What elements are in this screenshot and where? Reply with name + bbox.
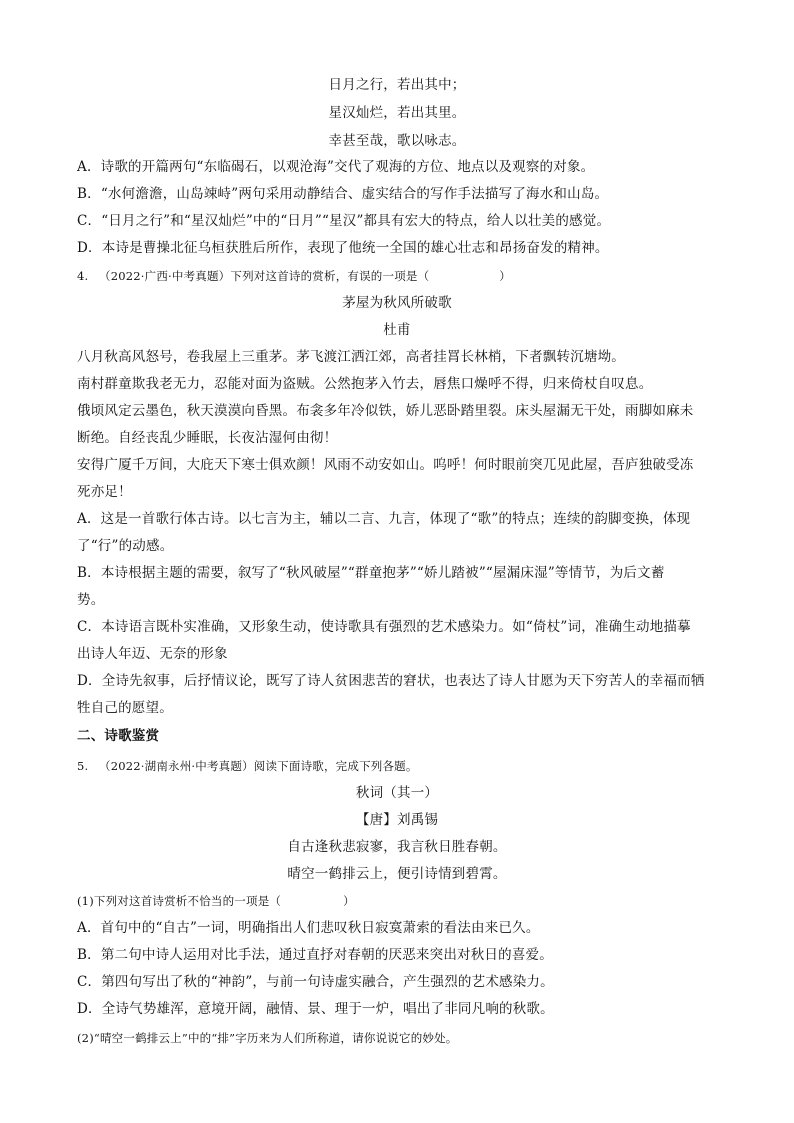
q5-option-b: B．第二句中诗人运用对比手法，通过直抒对春朝的厌恶来突出对秋日的喜爱。 xyxy=(77,947,553,963)
q4-option-c: C．本诗语言既朴实准确，又形象生动，使诗歌具有强烈的艺术感染力。如“倚杖”词，准确生动地描摹 xyxy=(77,619,691,635)
question-number: 5. xyxy=(77,759,89,773)
poem-line: 断绝。自经丧乱少睡眠，长夜沾湿何由彻！ xyxy=(77,430,338,446)
poem-line: 八月秋高风怒号，卷我屋上三重茅。茅飞渡江洒江郊，高者挂罥长林梢，下者飘转沉塘坳。 xyxy=(77,349,625,365)
poem-title: 秋词（其一） xyxy=(355,785,439,801)
section-heading: 二、诗歌鉴赏 xyxy=(77,728,160,744)
question-text: 阅读下面诗歌，完成下列各题。 xyxy=(253,759,418,773)
question-number: 4. xyxy=(77,269,89,283)
q3-option-d: D．本诗是曹操北征乌桓获胜后所作，表现了他统一全国的雄心壮志和昂扬奋发的精神。 xyxy=(77,240,609,256)
poem-line: 星汉灿烂，若出其里。 xyxy=(328,105,466,121)
question-text: 下列对这首诗的赏析，有误的一项是（ xyxy=(230,269,430,283)
q5-option-d: D．全诗气势雄浑，意境开阔，融情、景、理于一炉，唱出了非同凡响的秋歌。 xyxy=(77,1001,554,1017)
poem-author: 杜甫 xyxy=(383,322,411,338)
q4-option-a: A．这是一首歌行体古诗。以七言为主，辅以二言、九言，体现了“歌”的特点；连续的韵脚变换，体现 xyxy=(77,511,691,527)
poem-line: 晴空一鹤排云上，便引诗情到碧霄。 xyxy=(287,866,507,882)
poem-author: 刘禹锡 xyxy=(397,812,439,828)
question-text: (1)下列对这首诗赏析不恰当的一项是（ xyxy=(77,894,282,908)
poem-line: 自古逢秋悲寂寥，我言秋日胜春朝。 xyxy=(287,839,507,855)
q3-option-b: B．“水何澹澹，山岛竦峙”两句采用动静结合、虚实结合的写作手法描写了海水和山岛。 xyxy=(77,186,609,202)
poem-line: 幸甚至哉，歌以咏志。 xyxy=(328,133,466,149)
poem-line: 安得广厦千万间，大庇天下寒士俱欢颜！风雨不动安如山。呜呼！何时眼前突兀见此屋，吾庐独破受冻 xyxy=(77,457,694,473)
q5-option-c: C．第四句写出了秋的“神韵”，与前一句诗虚实融合，产生强烈的艺术感染力。 xyxy=(77,974,554,990)
poem-byline xyxy=(0,810,794,830)
poem-line: 日月之行，若出其中； xyxy=(328,77,466,93)
q4-option-b: B．本诗根据主题的需要，叙写了“秋风破屋”“群童抱茅”“娇儿踏被”“屋漏床湿”等情节，为后文蓄 xyxy=(77,565,665,581)
q5-sub1-stem xyxy=(77,891,717,911)
stem-end: ） xyxy=(343,894,355,908)
q4-option-d-cont: 牲自己的愿望。 xyxy=(77,700,173,716)
q5-stem xyxy=(77,756,717,776)
stem-end: ） xyxy=(499,269,511,283)
poem-line: 南村群童欺我老无力，忍能对面为盗贼。公然抱茅入竹去，唇焦口燥呼不得，归来倚杖自叹息。 xyxy=(77,376,653,392)
q4-option-b-cont: 势。 xyxy=(77,592,105,608)
question-source: （2022·广西·中考真题） xyxy=(99,269,231,283)
q4-option-d: D．全诗先叙事，后抒情议论，既写了诗人贫困悲苦的窘状，也表达了诗人甘愿为天下穷苦人的幸福而牺 xyxy=(77,673,705,689)
q4-stem xyxy=(77,266,717,286)
q3-option-a: A．诗歌的开篇两句“东临碣石，以观沧海”交代了观海的方位、地点以及观察的对象。 xyxy=(77,159,595,175)
poem-line: 俄顷风定云墨色，秋天漠漠向昏黑。布衾多年冷似铁，娇儿恶卧踏里裂。床头屋漏无干处，雨脚如麻未 xyxy=(77,403,694,419)
question-source: （2022·湖南永州·中考真题） xyxy=(99,759,254,773)
q4-option-c-cont: 出诗人年迈、无奈的形象 xyxy=(77,646,228,662)
q5-option-a: A．首句中的“自古”一词，明确指出人们悲叹秋日寂寞萧索的看法由来已久。 xyxy=(77,920,540,936)
q3-option-c: C．“日月之行”和“星汉灿烂”中的“日月”“星汉”都具有宏大的特点，给人以壮美的感觉。 xyxy=(77,213,611,229)
q5-sub2-stem: (2)“晴空一鹤排云上”中的“排”字历来为人们所称道，请你说说它的妙处。 xyxy=(77,1031,458,1045)
poem-title: 茅屋为秋风所破歌 xyxy=(342,295,452,311)
q4-option-a-cont: 了“行”的动感。 xyxy=(77,538,174,554)
poem-line: 死亦足！ xyxy=(77,484,132,500)
poem-dynasty: 【唐】 xyxy=(355,812,397,828)
